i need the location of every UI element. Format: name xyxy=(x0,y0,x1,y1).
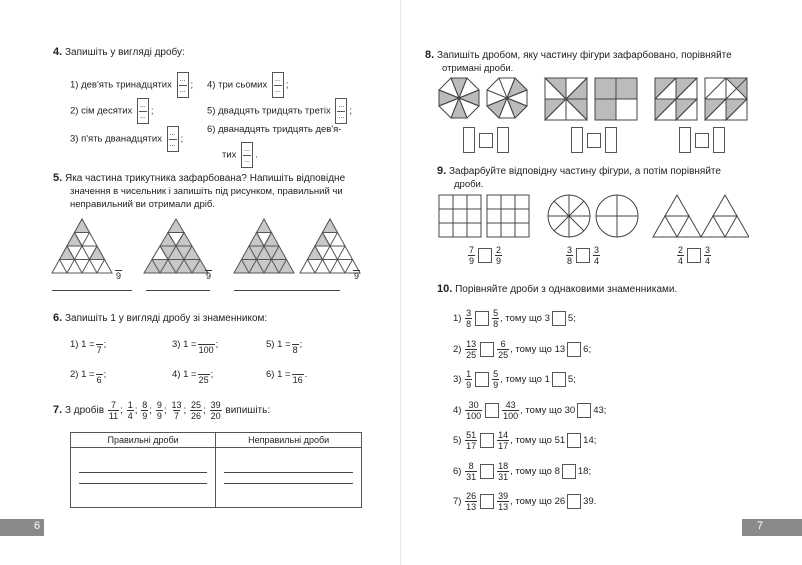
ex7-fraction xyxy=(210,400,222,421)
fraction-b xyxy=(497,491,509,512)
ex6-item-6: 6) 1 = 16 . xyxy=(266,369,308,385)
placeholder-dots: ... xyxy=(139,112,146,120)
ex9-pair-1 xyxy=(467,245,503,266)
ex4-heading xyxy=(53,46,185,59)
numerator: 13 xyxy=(466,338,477,349)
ex9-blank-figures xyxy=(437,193,749,241)
ex6-den: 16 xyxy=(292,375,303,385)
numerator: 43 xyxy=(505,399,516,410)
placeholder-dots: ... xyxy=(139,101,146,109)
ex4-number: 4. xyxy=(53,46,63,58)
compare-box[interactable] xyxy=(687,248,701,263)
fraction-b xyxy=(497,461,509,482)
ex7-fraction xyxy=(108,400,119,421)
row-reason: , тому що 30 xyxy=(520,404,576,416)
numerator: 3 xyxy=(567,245,573,255)
ex5-den-3: 9 xyxy=(354,271,360,281)
denominator: 9 xyxy=(466,380,472,390)
page-number-right: 7 xyxy=(757,520,764,532)
compare-box[interactable] xyxy=(480,464,494,479)
compare-box[interactable] xyxy=(479,133,493,148)
compare-box[interactable] xyxy=(478,248,492,263)
ex10-title: Порівняйте дроби з однаковими знаменниками. xyxy=(455,284,678,295)
fraction-a xyxy=(465,430,477,451)
compare-box[interactable] xyxy=(480,342,494,357)
ex6-item-label: 2) 1 = xyxy=(70,369,95,381)
denominator: 7 xyxy=(173,411,179,421)
numerator: 2 xyxy=(496,245,502,255)
ex7-col-proper: Правильні дроби xyxy=(71,433,216,448)
numerator: 39 xyxy=(210,400,221,410)
answer-box[interactable] xyxy=(241,142,253,168)
ex4-item-6-cont: тих ... ... . xyxy=(222,142,258,168)
fraction-b xyxy=(497,339,509,360)
placeholder-dots: ... xyxy=(338,112,345,120)
row-end: 18; xyxy=(577,465,592,477)
numerator: 5 xyxy=(493,369,499,379)
row-reason: , тому що 3 xyxy=(500,313,550,325)
ex4-item-1: 1) дев'ять тринадцятих ... ... ; xyxy=(70,72,193,98)
ex7-col-improper: Неправильні дроби xyxy=(216,433,362,448)
denominator: 25 xyxy=(466,349,477,360)
ex5-triangle-figures xyxy=(48,215,368,295)
answer-box[interactable] xyxy=(167,126,179,152)
placeholder-dots: ... xyxy=(179,75,186,83)
page-number-left: 6 xyxy=(34,520,41,532)
ex6-item-label: 4) 1 = xyxy=(172,369,197,381)
compare-box[interactable] xyxy=(576,248,590,263)
denominator: 17 xyxy=(466,441,477,451)
ex6-den: 7 xyxy=(96,345,102,355)
row-end: 14; xyxy=(583,435,597,447)
row-index: 5) xyxy=(453,435,462,447)
answer-box[interactable] xyxy=(177,72,189,98)
numerator: 3 xyxy=(705,245,711,255)
row-reason: , тому що 26 xyxy=(510,496,566,508)
denominator: 17 xyxy=(498,441,509,451)
denominator: 9 xyxy=(493,380,499,390)
ex7-fraction xyxy=(190,400,202,421)
numerator: 1 xyxy=(127,400,133,410)
ex5-heading xyxy=(53,172,363,185)
ex6-item-2: 2) 1 = 6 ; xyxy=(70,369,107,385)
compare-box[interactable] xyxy=(567,494,581,509)
denominator: 11 xyxy=(108,411,119,421)
compare-box[interactable] xyxy=(567,433,581,448)
fraction-a xyxy=(465,308,472,329)
row-reason: , тому що 51 xyxy=(510,435,566,447)
ex6-number: 6. xyxy=(53,312,63,324)
ex9-number: 9. xyxy=(437,165,447,177)
ex4-item-3-label: 3) п'ять дванадцятих xyxy=(70,133,162,145)
fraction-a xyxy=(465,339,477,360)
ex5-number: 5. xyxy=(53,172,63,184)
placeholder-dots: ... xyxy=(338,101,345,109)
placeholder-dots: ... xyxy=(244,156,250,164)
ex5-answer-line-2[interactable] xyxy=(146,290,210,291)
fraction-b xyxy=(492,308,499,329)
compare-box[interactable] xyxy=(587,133,601,148)
denominator: 9 xyxy=(496,256,502,266)
denominator: 4 xyxy=(127,411,133,421)
answer-box[interactable] xyxy=(497,127,509,153)
answer-box[interactable] xyxy=(463,127,475,153)
row-reason: , тому що 1 xyxy=(500,374,550,386)
compare-box[interactable] xyxy=(695,133,709,148)
compare-box[interactable] xyxy=(552,311,566,326)
ex7-suffix: випишіть: xyxy=(225,405,271,417)
row-end: 5; xyxy=(567,313,576,325)
answer-box[interactable] xyxy=(272,72,284,98)
numerator: 14 xyxy=(498,430,509,440)
placeholder-dots: ... xyxy=(169,129,176,137)
ex4-item-5: 5) двадцять тридцять третіх ... ... ; xyxy=(207,98,352,124)
ex7-prefix: З дробів xyxy=(64,405,105,417)
numerator: 7 xyxy=(469,245,475,255)
ex9-pair-3 xyxy=(676,245,712,266)
fraction-b xyxy=(497,430,509,451)
placeholder-dots: ... xyxy=(274,86,281,94)
ex9-fraction-left xyxy=(468,245,475,266)
ex10-number: 10. xyxy=(437,283,453,295)
ex9-heading xyxy=(437,165,721,178)
ex10-row xyxy=(453,491,596,512)
ex7-cell-improper[interactable] xyxy=(216,448,362,508)
answer-box[interactable] xyxy=(571,127,583,153)
ex4-item-2-label: 2) сім десятих xyxy=(70,105,133,117)
ex7-fraction xyxy=(141,400,148,421)
fraction-a xyxy=(465,369,472,390)
ex8-answer-2 xyxy=(569,127,619,153)
compare-box[interactable] xyxy=(552,372,566,387)
numerator: 8 xyxy=(468,460,474,471)
ex4-item-6: 6) дванадцять тридцять дев'я- xyxy=(207,124,342,135)
row-index: 1) xyxy=(453,313,462,325)
denominator: 9 xyxy=(156,411,162,421)
numerator: 9 xyxy=(156,400,162,410)
ex5-den-2: 9 xyxy=(206,271,212,281)
ex4-item-4: 4) три сьомих ... ... ; xyxy=(207,72,289,98)
ex10-row xyxy=(453,308,576,329)
denominator: 9 xyxy=(142,411,148,421)
ex9-fraction-right xyxy=(704,245,711,266)
ex8-shaded-figures xyxy=(437,76,749,126)
ex5-fraction-2 xyxy=(205,260,212,281)
numerator: 8 xyxy=(142,400,148,410)
numerator: 3 xyxy=(594,245,600,255)
ex9-fraction-right xyxy=(593,245,600,266)
denominator: 31 xyxy=(498,471,509,482)
ex9-fraction-left xyxy=(677,245,684,266)
ex9-line-2: дроби. xyxy=(454,179,484,190)
row-end: 5; xyxy=(567,374,576,386)
ex6-den: 100 xyxy=(198,345,214,355)
numerator: 26 xyxy=(466,491,477,501)
ex5-den-1: 9 xyxy=(116,271,122,281)
ex7-heading xyxy=(53,400,270,421)
row-end: 6; xyxy=(583,343,592,355)
ex6-den: 8 xyxy=(292,345,298,355)
ex5-fraction-1 xyxy=(115,260,122,281)
ex4-title: Запишіть у вигляді дробу: xyxy=(64,47,185,58)
numerator: 1 xyxy=(466,369,472,379)
row-end: 39. xyxy=(583,496,597,508)
denominator: 100 xyxy=(503,410,519,421)
ex4-item-5-label: 5) двадцять тридцять третіх xyxy=(207,105,331,117)
ex5-fraction-3 xyxy=(353,260,360,281)
ex10-row xyxy=(453,461,591,482)
denominator: 31 xyxy=(466,471,477,482)
ex4-item-3: 3) п'ять дванадцятих ... ... ; xyxy=(70,126,183,152)
numerator: 51 xyxy=(466,430,477,440)
denominator: 8 xyxy=(493,319,499,329)
page-tab-right xyxy=(742,519,802,536)
ex6-heading xyxy=(53,312,267,325)
row-index: 6) xyxy=(453,465,462,477)
numerator: 18 xyxy=(498,460,509,471)
answer-box[interactable] xyxy=(679,127,691,153)
denominator: 13 xyxy=(498,502,509,512)
denominator: 4 xyxy=(594,256,600,266)
numerator: 25 xyxy=(191,400,202,410)
ex10-row xyxy=(453,400,606,421)
numerator: 13 xyxy=(171,400,182,410)
ex4-item-4-label: 4) три сьомих xyxy=(207,79,268,91)
ex8-answer-1 xyxy=(461,127,511,153)
numerator: 39 xyxy=(498,491,509,501)
denominator: 8 xyxy=(567,256,573,266)
denominator: 4 xyxy=(705,256,711,266)
placeholder-dots: ... xyxy=(244,145,250,153)
compare-box[interactable] xyxy=(485,403,499,418)
compare-box[interactable] xyxy=(480,494,494,509)
denominator: 25 xyxy=(498,349,509,360)
numerator: 7 xyxy=(110,400,116,410)
compare-box[interactable] xyxy=(562,464,576,479)
compare-box[interactable] xyxy=(577,403,591,418)
numerator: 3 xyxy=(466,308,472,318)
ex5-answer-line-1[interactable] xyxy=(52,290,132,291)
denominator: 20 xyxy=(210,411,221,421)
fraction-a xyxy=(465,461,477,482)
ex6-title: Запишіть 1 у вигляді дробу зі знаменником: xyxy=(64,313,268,324)
ex8-number: 8. xyxy=(425,49,435,61)
ex6-den: 25 xyxy=(198,375,209,385)
ex5-answer-line-3[interactable] xyxy=(234,290,340,291)
row-index: 4) xyxy=(453,404,462,416)
answer-box[interactable] xyxy=(137,98,149,124)
compare-box[interactable] xyxy=(475,372,489,387)
ex9-pair-2 xyxy=(565,245,601,266)
numerator: 2 xyxy=(678,245,684,255)
compare-box[interactable] xyxy=(567,342,581,357)
ex6-item-4: 4) 1 = 25 ; xyxy=(172,369,214,385)
placeholder-dots: ... xyxy=(179,86,186,94)
numerator: 6 xyxy=(500,338,506,349)
answer-box[interactable] xyxy=(335,98,347,124)
right-page xyxy=(401,0,802,565)
row-reason: , тому що 8 xyxy=(510,465,560,477)
ex4-item-6-label: тих xyxy=(222,149,237,161)
denominator: 8 xyxy=(466,319,472,329)
ex10-row xyxy=(453,369,576,390)
fraction-a xyxy=(465,400,482,421)
denominator: 9 xyxy=(469,256,475,266)
compare-box[interactable] xyxy=(475,311,489,326)
ex4-item-1-label: 1) дев'ять тринадцятих xyxy=(70,79,172,91)
ex6-item-1: 1) 1 = 7 ; xyxy=(70,339,107,355)
fraction-b xyxy=(502,400,519,421)
row-index: 7) xyxy=(453,496,462,508)
ex7-fraction-list: $\frac{7}{11}$ ; $\frac{1}{4}$ ; $\frac{8}{9}$ ; $\frac{9}{9}$ ; $\frac{13}{7}$ ; $\frac{25}{26}$ ; $\frac{39}{20}$ xyxy=(108,400,221,421)
ex9-fraction-right xyxy=(495,245,502,266)
ex4-item-2: 2) сім десятих ... ... ; xyxy=(70,98,154,124)
fraction-b xyxy=(492,369,499,390)
ex6-item-label: 1) 1 = xyxy=(70,339,95,351)
ex10-row xyxy=(453,430,596,451)
ex6-den: 6 xyxy=(96,375,102,385)
ex8-line-1: Запишіть дробом, яку частину фігури зафарбовано, порівняйте xyxy=(436,50,732,61)
row-index: 3) xyxy=(453,374,462,386)
ex5-line-3: неправильний ви отримали дріб. xyxy=(70,199,215,210)
placeholder-dots: ... xyxy=(169,140,176,148)
ex6-item-label: 6) 1 = xyxy=(266,369,291,381)
ex7-number: 7. xyxy=(53,404,63,417)
numerator: 5 xyxy=(493,308,499,318)
ex5-line-2: значення в чисельник і запишіть під рисунком, правильний чи xyxy=(70,186,343,197)
answer-box[interactable] xyxy=(605,127,617,153)
ex7-table xyxy=(70,432,362,508)
denominator: 100 xyxy=(466,410,482,421)
answer-box[interactable] xyxy=(713,127,725,153)
ex8-answer-3 xyxy=(677,127,727,153)
placeholder-dots: ... xyxy=(274,75,281,83)
ex9-line-1: Зафарбуйте відповідну частину фігури, а потім порівняйте xyxy=(448,166,721,177)
row-end: 43; xyxy=(593,404,607,416)
ex6-item-label: 5) 1 = xyxy=(266,339,291,351)
compare-box[interactable] xyxy=(480,433,494,448)
fraction-a xyxy=(465,491,477,512)
ex7-cell-proper[interactable] xyxy=(71,448,216,508)
denominator: 4 xyxy=(678,256,684,266)
row-index: 2) xyxy=(453,343,462,355)
numerator: 30 xyxy=(468,399,479,410)
ex10-row xyxy=(453,339,591,360)
denominator: 26 xyxy=(191,411,202,421)
ex7-fraction xyxy=(127,400,134,421)
ex8-heading xyxy=(425,49,732,62)
ex8-line-2: отримані дроби. xyxy=(442,63,514,74)
denominator: 13 xyxy=(466,502,477,512)
ex5-line-1: Яка частина трикутника зафарбована? Напишіть відповідне xyxy=(64,173,346,184)
ex7-fraction xyxy=(156,400,163,421)
ex6-item-5: 5) 1 = 8 ; xyxy=(266,339,303,355)
ex7-fraction xyxy=(170,400,182,421)
ex6-item-label: 3) 1 = xyxy=(172,339,197,351)
ex9-fraction-left xyxy=(566,245,573,266)
ex10-heading xyxy=(437,283,677,296)
row-reason: , тому що 13 xyxy=(510,343,566,355)
ex6-item-3: 3) 1 = 100 ; xyxy=(172,339,219,355)
